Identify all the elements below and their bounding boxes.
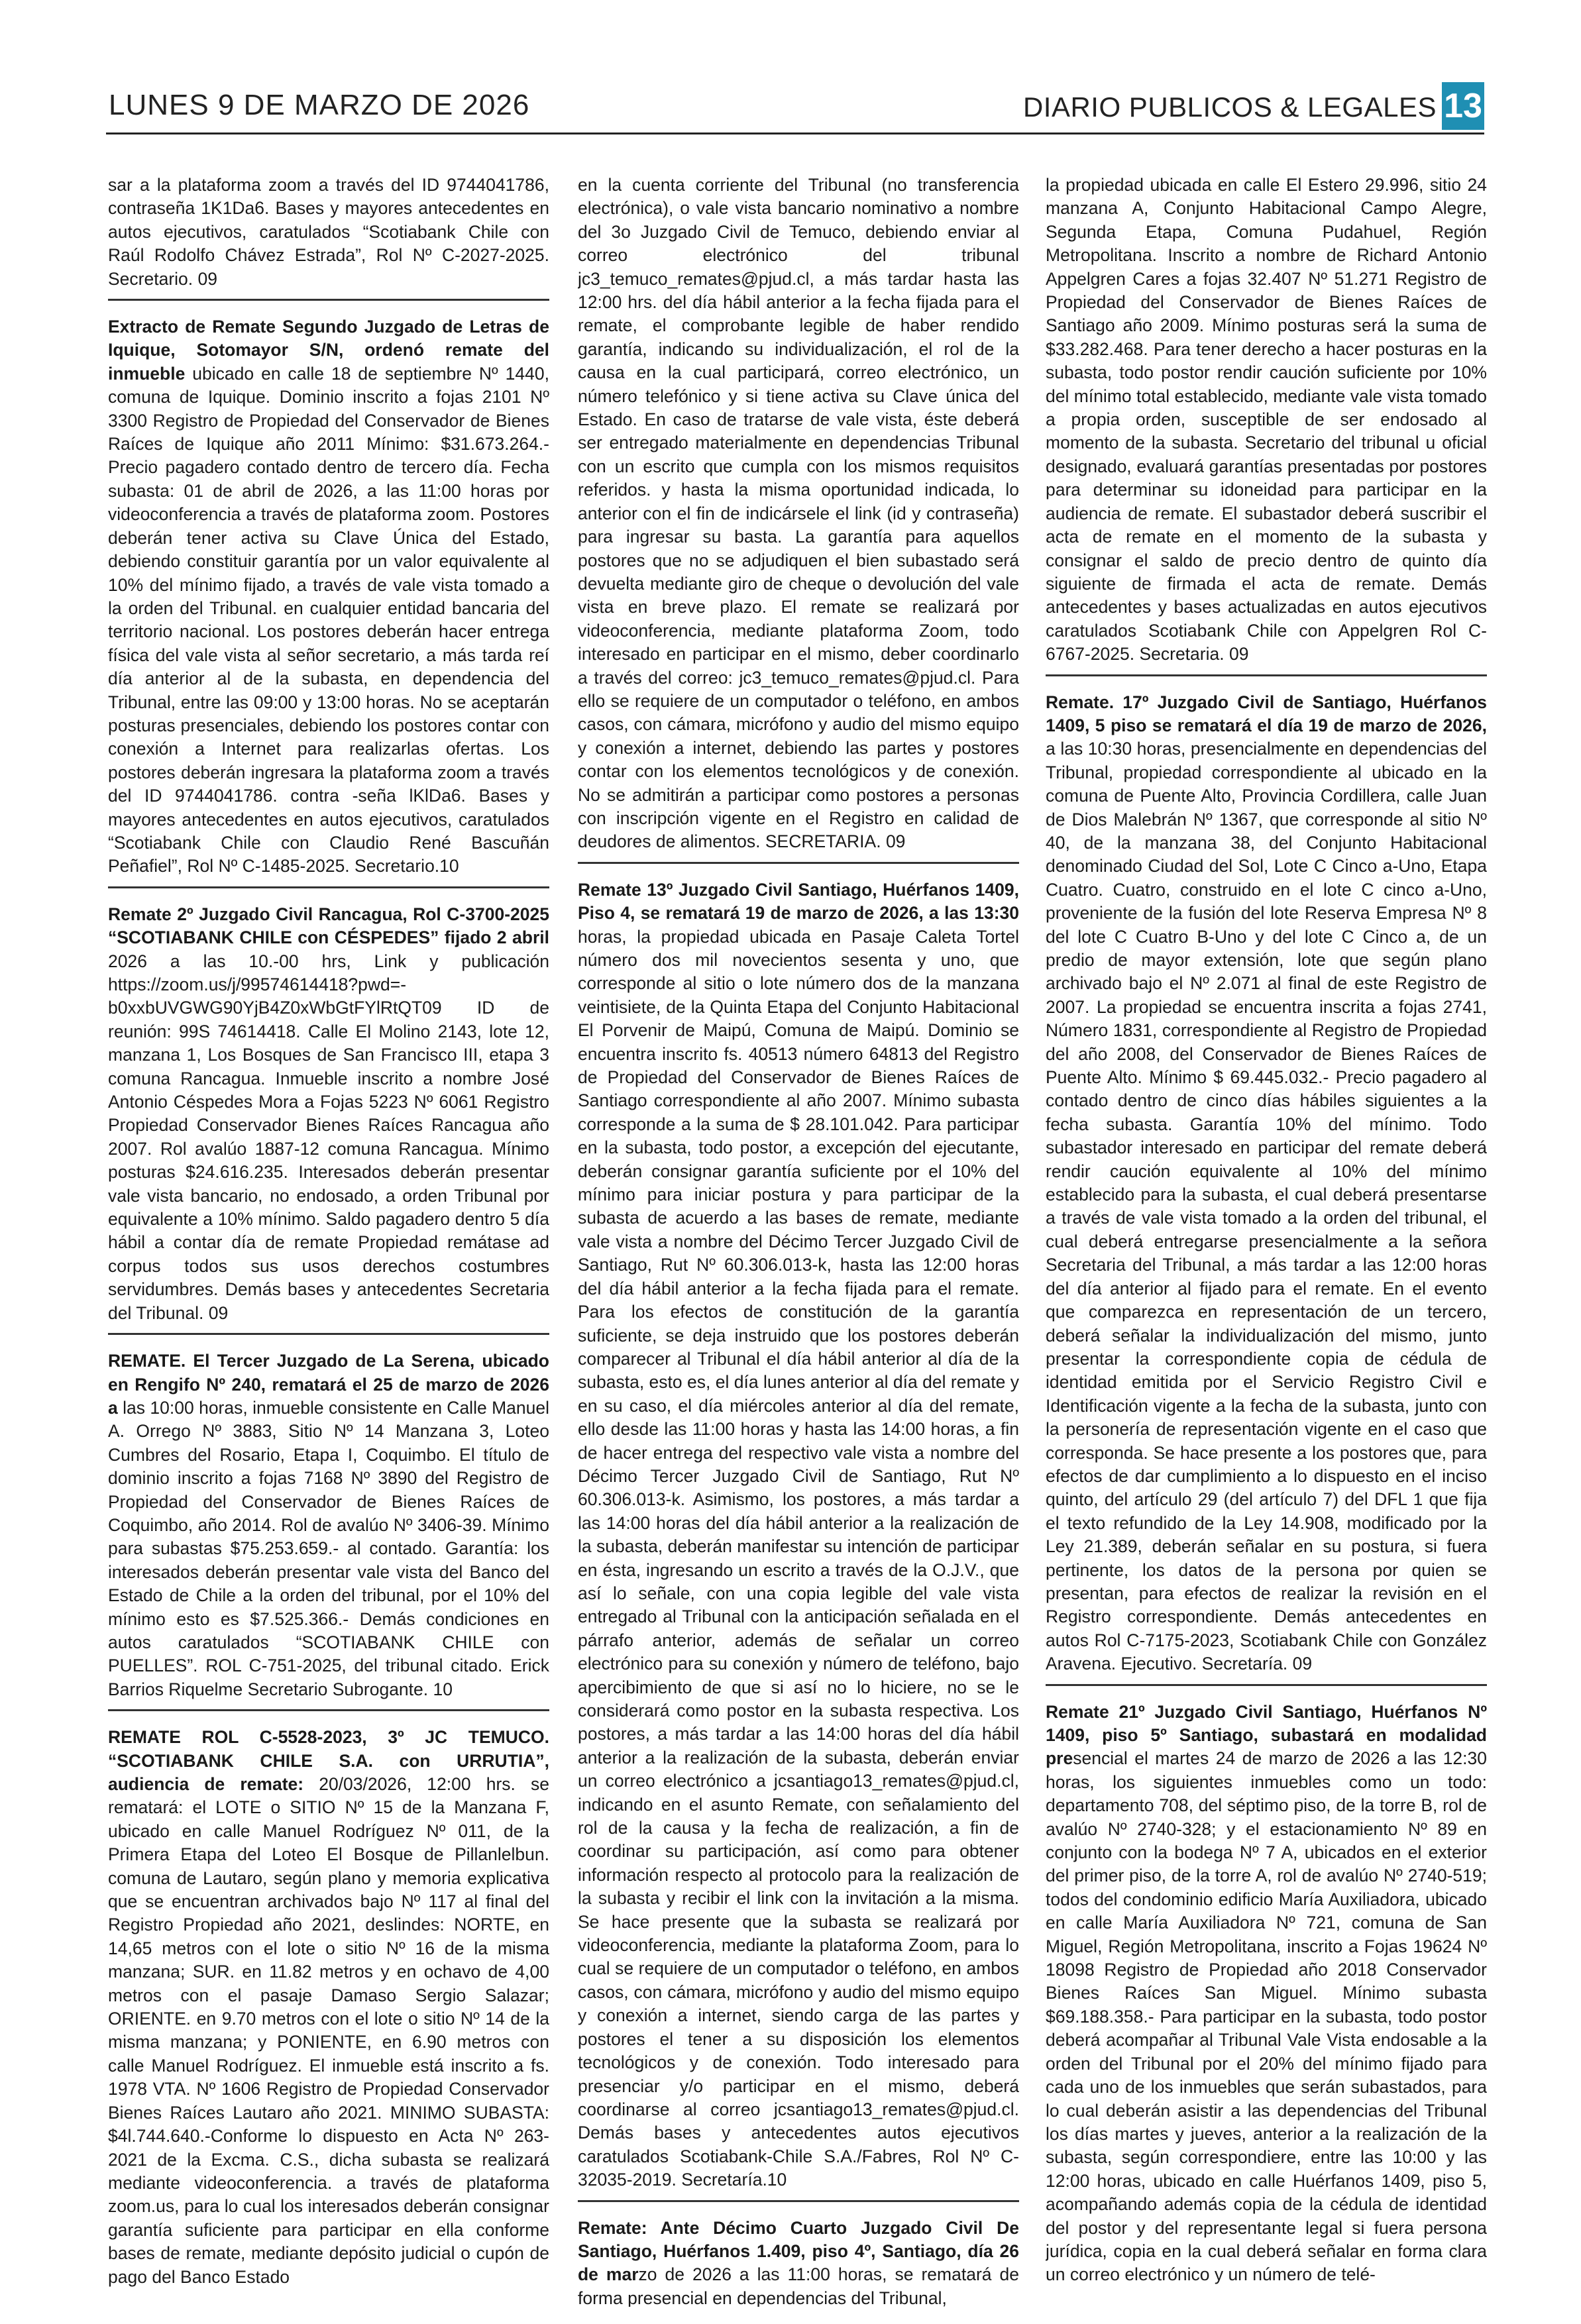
notice-heading: Remate 13º Juzgado Civil Santiago, Huérfanos 1409, Piso 4, se rematará 19 de marzo de 2026, a las 13:30 bbox=[578, 879, 1019, 924]
legal-notice bbox=[578, 862, 1019, 2200]
notice-text: 2026 a las 10.-00 hrs, Link y publicación https://zoom.us/j/99574614418?pwd=-b0xxbUVGWG90YjB4Z0xWbGtFYlRtQT09 ID de reunión: 99S 74614418. Calle El Molino 2143, lote 12, manzana 1, Los Bosques de San Francisco III, etapa 3 comuna Rancagua. Inmueble inscrito a nombre José Antonio Céspedes Mora a Fojas 5223 Nº 6061 Registro Propiedad Conservador Bienes Raíces Rancagua año 2007. Rol avalúo 1887-12 comuna Rancagua. Mínimo posturas $24.616.235. Interesados deberán presentar vale vista bancario, no endosado, a orden Tribunal por equivalente a 10% mínimo. Saldo pagadero dentro 5 día hábil a contar día de remate Propiedad remátase ad corpus todos sus usos derechos costumbres servidumbres. Demás bases y antecedentes Secretaria del Tribunal. 09 bbox=[108, 951, 549, 1323]
legal-notice bbox=[108, 174, 549, 299]
legal-notice bbox=[108, 1709, 549, 2297]
notice-text: 20/03/2026, 12:00 hrs. se rematará: el LOTE o SITIO Nº 15 de la Manzana F, ubicado en calle Manuel Rodríguez Nº 011, de la Primera Etapa del Loteo El Bosque de Pillanlelbun. comuna de Lautaro, según plano y memoria explicativa que se encuentran archivados bajo Nº 117 al final del Registro Propiedad año 2021, deslindes: NORTE, en 14,65 metros con el lote o sitio Nº 16 de la misma manzana; SUR. en 11.82 metros y en ochavo de 4,00 metros con el pasaje Damaso Sergio Salazar; ORIENTE. en 9.70 metros con el lote o sitio Nº 14 de la misma manzana; y PONIENTE, en 6.90 metros con calle Manuel Rodríguez. El inmueble está inscrito a fs. 1978 VTA. Nº 1606 Registro de Propiedad Conservador Bienes Raíces Lautaro año 2021. MINIMO SUBASTA: $4l.744.640.-Conforme lo dispuesto en Acta Nº 263-2021 de la Excma. C.S., dicha subasta se realizará mediante videoconferencia. a través de plataforma zoom.us, para lo cual los interesados deberán consignar garantía suficiente para participar en ella conforme bases de remate, mediante depósito judicial o cupón de pago del Banco Estado bbox=[108, 1774, 549, 2287]
notice-text: a las 10:30 horas, presencialmente en dependencias del Tribunal, propiedad correspondiente al ubicado en la comuna de Puente Alto, Provincia Cordillera, calle Juan de Dios Malebrán Nº 1367, que corresponde al sitio Nº 40, de la manzana 38, del Conjunto Habitacional denominado Ciudad del Sol, Lote C Cinco a-Uno, Etapa Cuatro. Cuatro, construido en el lote C cinco a-Uno, proveniente de la fusión del lote Reserva Empresa Nº 8 del lote C Cuatro B-Uno y del lote C Cinco a, de un predio de mayor extensión, lote que según plano archivado bajo el Nº 2.071 al final de este Registro de 2007. La propiedad se encuentra inscrita a fojas 2741, Número 1831, correspondiente al Registro de Propiedad del año 2008, del Conservador de Bienes Raíces de Puente Alto. Mínimo $ 69.445.032.- Precio pagadero al contado dentro de cinco días hábiles siguientes a la fecha subasta. Garantía 10% del mínimo. Todo subastador interesado en participar del remate deberá rendir caución equivalente al 10% del mínimo establecido para la subasta, el cual deberá presentarse a través de vale vista tomado a la orden del tribunal, el cual deberá entregarse presencialmente a la señora Secretaria del Tribunal, a más tardar a las 12:00 horas del día anterior al fijado para el remate. En el evento que comparezca en representación de un tercero, deberá señalar la individualización del mismo, junto presentar la correspondiente copia de cédula de identidad emitida por el Servicio Registro Civil e Identificación vigente a la fecha de la subasta, junto con la personería de representación vigente en el caso que corresponda. Se hace presente a los postores que, para efectos de dar cumplimiento a lo dispuesto en el inciso quinto, del artículo 29 (del artículo 7) del DFL 1 que fija el texto refundido de la Ley 14.908, modificado por la Ley 21.389, deberán señalar en su postura, si fuera pertinente, los datos de la persona por quien se presentan, para efectos de realizar la revisión en el Registro correspondiente. Demás antecedentes en autos Rol C-7175-2023, Scotiabank Chile con González Aravena. Ejecutivo. Secretaría. 09 bbox=[1046, 739, 1487, 1674]
notice-heading: REMATE ROL C-5528-2023, 3º JC TEMUCO. “SCOTIABANK CHILE S.A. con URRUTIA”, audiencia de remate: bbox=[108, 1727, 549, 1794]
notice-body bbox=[1046, 691, 1487, 1676]
notice-text: las 10:00 horas, inmueble consistente en Calle Manuel A. Orrego Nº 3883, Sitio Nº 14 Manzana 3, Loteo Cumbres del Rosario, Etapa I, Coquimbo. El título de dominio inscrito a fojas 7168 Nº 3890 del Registro de Propiedad del Conservador de Bienes Raíces de Coquimbo, año 2014. Rol de avalúo Nº 3406-39. Mínimo para subastas $75.253.659.- al contado. Garantía: los interesados deberán presentar vale vista del Banco del Estado de Chile a la orden del tribunal, por el 10% del mínimo esto es $7.525.366.- Demás condiciones en autos caratulados “SCOTIABANK CHILE con PUELLES”. ROL C-751-2025, del tribunal citado. Erick Barrios Riquelme Secretario Subrogante. 10 bbox=[108, 1397, 549, 1699]
notice-body bbox=[1046, 174, 1487, 666]
column-2 bbox=[578, 174, 1019, 2307]
notice-body bbox=[108, 1349, 549, 1701]
notice-body bbox=[108, 315, 549, 878]
legal-notice bbox=[108, 299, 549, 886]
notice-text: zo de 2026 a las 11:00 horas, se rematará de forma presencial en dependencias del Tribunal, bbox=[578, 2264, 1019, 2307]
notice-text: horas, la propiedad ubicada en Pasaje Caleta Tortel número dos mil novecientos sesenta y uno, que corresponde al sitio o lote número dos de la manzana veintisiete, de la Quinta Etapa del Conjunto Habitacional El Porvenir de Maipú, Comuna de Maipú. Dominio se encuentra inscrito fs. 40513 número 64813 del Registro de Propiedad del Conservador de Bienes Raíces de Santiago correspondiente al año 2007. Mínimo subasta corresponde a la suma de $ 28.101.042. Para participar en la subasta, todo postor, a excepción del ejecutante, deberán consignar garantía suficiente por el 10% del mínimo para iniciar postura y para participar de la subasta de acuerdo a las bases de remate, mediante vale vista a nombre del Décimo Tercer Juzgado Civil de Santiago, Rut Nº 60.306.013-k, hasta las 12:00 horas del día hábil anterior a la fecha fijada para el remate. Para los efectos de constitución de la garantía suficiente, se deja instruido que los postores deberán comparecer al Tribunal el día hábil anterior al día de la subasta, esto es, el día lunes anterior al día del remate y en su caso, el día miércoles anterior al día del remate, ello desde las 11:00 horas y hasta las 14:00 horas, a fin de hacer entrega del respectivo vale vista a nombre del Décimo Tercer Juzgado Civil de Santiago, Rut Nº 60.306.013-k. Asimismo, los postores, a más tardar a las 14:00 horas del día hábil anterior a la realización de la subasta, deberán manifestar su intención de participar en ésta, ingresando un escrito a través de la O.J.V., que así lo señale, con una copia legible del vale vista entregado al Tribunal con la anticipación señalada en el párrafo anterior, además de señalar un correo electrónico para su conexión y número de teléfono, bajo apercibimiento de que si así no lo hiciere, no se le considerará como postor en la subasta respectiva. Los postores, a más tardar a las 14:00 horas del día hábil anterior a la realización de la subasta, deberán enviar un correo electrónico a jcsantiago13_remates@pjud.cl, indicando en el asunto Remate, con señalamiento del rol de la causa y la fecha de realización, a fin de coordinar su participación, así como para obtener información respecto al protocolo para la realización de la subasta y recibir el link con la invitación a la misma. Se hace presente que la subasta se realizará por videoconferencia, mediante la plataforma Zoom, para lo cual se requiere de un computador o teléfono, en ambos casos, con cámara, micrófono y audio del mismo equipo y conexión a internet, siendo carga de las partes y postores el tener a su disposición los elementos tecnológicos y de conexión. Todo interesado para presenciar y/o participar en el mismo, deberá coordinarse al correo jcsantiago13_remates@pjud.cl. Demás bases y antecedentes autos ejecutivos caratulados Scotiabank-Chile S.A./Fabres, Rol Nº C-32035-2019. Secretaría.10 bbox=[578, 926, 1019, 2190]
notice-heading: REMATE. El Tercer Juzgado de La Serena, ubicado en Rengifo Nº 240, rematará el 25 de marzo de 2026 a bbox=[108, 1351, 549, 1418]
notice-text: la propiedad ubicada en calle El Estero 29.996, sitio 24 manzana A, Conjunto Habitacional Campo Alegre, Segunda Etapa, Comuna Pudahuel, Región Metropolitana. Inscrito a nombre de Richard Antonio Appelgren Cares a fojas 32.407 Nº 51.271 Registro de Propiedad del Conservador de Bienes Raíces de Santiago año 2009. Mínimo posturas será la suma de $33.282.468. Para tener derecho a hacer posturas en la subasta, todo postor rendir caución suficiente por 10% del mínimo total establecido, mediante vale vista tomado a propia orden, susceptible de ser endosado al momento de la subasta. Secretario del tribunal u oficial designado, evaluará garantías presentadas por postores para determinar su idoneidad para participar en la audiencia de remate. El subastador deberá suscribir el acta de remate en el momento de la subasta y consignar el saldo de precio dentro de quinto día siguiente de firmada el acta de remate. Demás antecedentes y bases actualizadas en autos ejecutivos caratulados Scotiabank Chile con Appelgren Rol C-6767-2025. Secretaria. 09 bbox=[1046, 175, 1487, 664]
legal-notice bbox=[1046, 674, 1487, 1684]
notice-heading: Extracto de Remate Segundo Juzgado de Letras de Iquique, Sotomayor S/N, ordenó remate del inmueble bbox=[108, 317, 549, 384]
legal-notice bbox=[578, 2200, 1019, 2307]
column-1 bbox=[108, 174, 549, 2307]
notice-text: en la cuenta corriente del Tribunal (no transferencia electrónica), o vale vista bancario nominativo a nombre del 3o Juzgado Civil de Temuco, debiendo enviar al correo electrónico del tribunal jc3_temuco_remates@pjud.cl, a más tardar hasta las 12:00 hrs. del día hábil anterior a la fecha fijada para el remate, el comprobante legible de haber rendido garantía, indicando su individualización, el rol de la causa en la cual participará, correo electrónico, un número telefónico y si tiene activa su Clave única del Estado. En caso de tratarse de vale vista, éste deberá ser entregado materialmente en dependencias Tribunal con un escrito que cumpla con los mismos requisitos referidos. y hasta la misma oportunidad indicada, lo anterior con el fin de indicársele el link (id y contraseña) para ingresar su basta. La garantía para aquellos postores que no se adjudiquen el bien subastado será devuelta mediante giro de cheque o devolución del vale vista en breve plazo. El remate se realizará por videoconferencia, mediante plataforma Zoom, todo interesado en participar en el mismo, deber coordinarlo a través del correo: jc3_temuco_remates@pjud.cl. Para ello se requiere de un computador o teléfono, en ambos casos, con cámara, micrófono y audio del mismo equipo y conexión a internet, debiendo las partes y postores contar con los elementos tecnológicos y de conexión. No se admitirán a participar como postores a personas con inscripción vigente en el Registro en calidad de deudores de alimentos. SECRETARIA. 09 bbox=[578, 175, 1019, 852]
notice-body bbox=[108, 174, 549, 291]
notice-body bbox=[1046, 1701, 1487, 2287]
notice-text: sencial el martes 24 de marzo de 2026 a las 12:30 horas, los siguientes inmuebles como un todo: departamento 708, del séptimo piso, de la torre B, rol de avalúo Nº 2740-328; y el estacionamiento Nº 89 en conjunto con la bodega Nº 7 A, ubicados en el exterior del primer piso, de la torre A, rol de avalúo Nº 2740-519; todos del condominio edificio María Auxiliadora, ubicado en calle María Auxiliadora Nº 721, comuna de San Miguel, Región Metropolitana, inscrito a Fojas 19624 Nº 18098 Registro de Propiedad año 2018 Conservador Bienes Raíces San Miguel. Mínimo subasta $69.188.358.- Para participar en la subasta, todo postor deberá acompañar al Tribunal Vale Vista endosable a la orden del Tribunal por el 20% del mínimo fijado para cada uno de los inmuebles que serán subastados, para lo cual deberán asistir a las dependencias del Tribunal los días martes y jueves, anterior a la realización de la subasta, según correspondiere, entre las 10:00 y las 12:00 horas, ubicado en calle Huérfanos 1409, piso 5, acompañando además copia de la cédula de identidad del postor y del representante legal si fuera persona jurídica, copia en la cual deberá señalar en forma clara un correo electrónico y un número de telé- bbox=[1046, 1748, 1487, 2285]
issue-date: LUNES 9 DE MARZO DE 2026 bbox=[109, 89, 530, 121]
notice-heading: Remate 21º Juzgado Civil Santiago, Huérfanos Nº 1409, piso 5º Santiago, subastará en modalidad pre bbox=[1046, 1701, 1487, 1769]
notice-heading: Remate. 17º Juzgado Civil de Santiago, Huérfanos 1409, 5 piso se rematará el día 19 de marzo de 2026, bbox=[1046, 692, 1487, 735]
notice-heading: Remate 2º Juzgado Civil Rancagua, Rol C-3700-2025 “SCOTIABANK CHILE con CÉSPEDES” fijado 2 abril bbox=[108, 904, 549, 948]
page-number: 13 bbox=[1442, 82, 1484, 130]
legal-notice bbox=[578, 174, 1019, 862]
legal-notice bbox=[108, 886, 549, 1333]
legal-notice bbox=[1046, 174, 1487, 674]
notice-body bbox=[578, 878, 1019, 2192]
notice-body bbox=[578, 2217, 1019, 2307]
notice-text: sar a la plataforma zoom a través del ID 9744041786, contraseña 1K1Da6. Bases y mayores antecedentes en autos ejecutivos, caratulados “Scotiabank Chile con Raúl Rodolfo Chávez Estrada”, Rol Nº C-2027-2025. Secretario. 09 bbox=[108, 175, 549, 289]
legal-notice bbox=[1046, 1684, 1487, 2295]
notice-body bbox=[108, 1726, 549, 2289]
notice-text: ubicado en calle 18 de septiembre Nº 1440, comuna de Iquique. Dominio inscrito a fojas 2101 Nº 3300 Registro de Propiedad del Conservador de Bienes Raíces de Iquique año 2011 Mínimo: $31.673.264.- Precio pagadero contado dentro de tercero día. Fecha subasta: 01 de abril de 2026, a las 11:00 horas por videoconferencia a través de plataforma zoom. Postores deberán tener activa su Clave Única del Estado, debiendo constituir garantía por un valor equivalente al 10% del mínimo fijado, a través de vale vista tomado a la orden del Tribunal. en cualquier entidad bancaria del territorio nacional. Los postores deberán hacer entrega física del vale vista al señor secretario, a más tarda reí día anterior al de la subasta, en dependencia del Tribunal, entre las 09:00 y 13:00 horas. No se aceptarán posturas presenciales, debiendo los postores contar con conexión a Internet para realizarlas ofertas. Los postores deberán ingresara la plataforma zoom a través del ID 9744041786. contra -seña lKlDa6. Bases y mayores antecedentes en autos ejecutivos, caratulados “Scotiabank Chile con Claudio René Bascuñán Peñafiel”, Rol Nº C-1485-2025. Secretario.10 bbox=[108, 363, 549, 876]
notice-body bbox=[578, 174, 1019, 854]
column-3 bbox=[1046, 174, 1487, 2307]
publication-title: DIARIO PUBLICOS & LEGALES bbox=[1022, 91, 1437, 123]
page-header bbox=[106, 79, 1484, 134]
notice-heading: Remate: Ante Décimo Cuarto Juzgado Civil De Santiago, Huérfanos 1.409, piso 4º, Santiago, día 26 de mar bbox=[578, 2217, 1019, 2285]
legal-notice bbox=[108, 1333, 549, 1709]
notice-body bbox=[108, 903, 549, 1325]
